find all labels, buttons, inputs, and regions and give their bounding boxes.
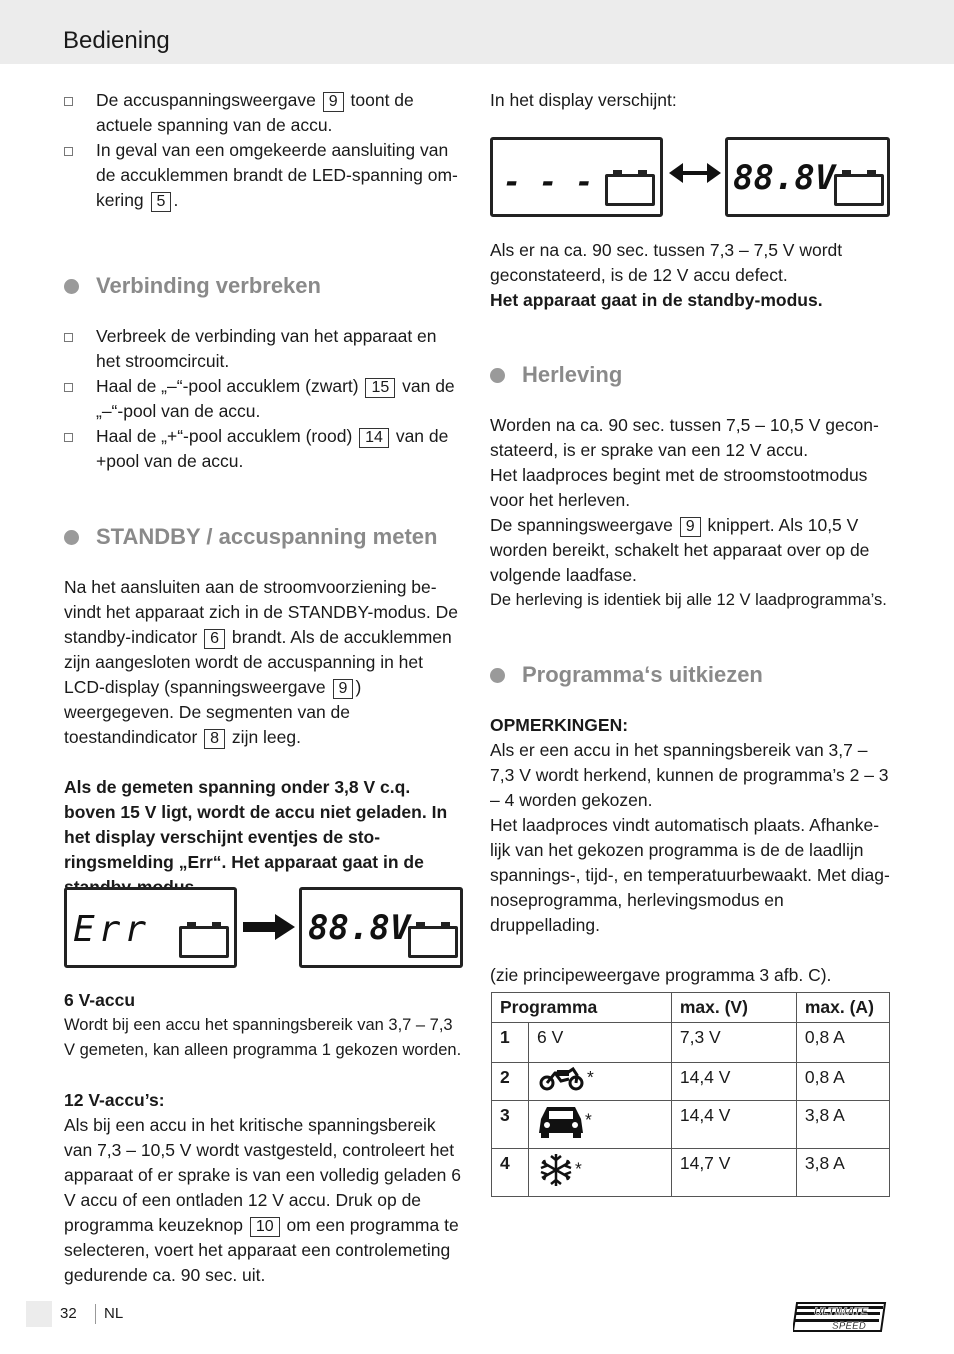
v6-heading: 6 V-accu — [64, 990, 136, 1010]
double-arrow-icon — [667, 160, 723, 186]
table-row — [492, 1023, 890, 1063]
program-icon-cell: * — [529, 1149, 672, 1197]
display-intro: In het display verschijnt: — [490, 90, 677, 110]
lcd-voltage-text: 88.8V — [733, 158, 836, 198]
list-item: Haal de „+“-pool accuklem (rood) 14 van de +pool van de accu. — [64, 424, 464, 474]
page-number: 32 — [60, 1305, 77, 1322]
footer-marker — [26, 1301, 52, 1327]
program-label: 6 V — [529, 1023, 672, 1063]
bullet-dot-icon — [490, 368, 505, 383]
checkbox-bullet-icon — [64, 147, 73, 156]
right-column — [490, 88, 890, 113]
program-icon-cell: * — [529, 1063, 672, 1101]
notes-text-3: (zie principeweergave programma 3 afb. C). — [490, 965, 832, 985]
max-voltage: 14,7 V — [671, 1149, 796, 1197]
section-heading-herleving: Herleving — [490, 361, 890, 389]
battery-icon — [179, 926, 229, 958]
section-heading-standby: STANDBY / accuspanning meten — [64, 523, 464, 551]
reference-number: 15 — [365, 378, 395, 398]
herleving-text-2: Het laadproces begint met de stroomstootmodus voor het herleven. — [490, 465, 868, 510]
snowflake-icon — [537, 1151, 575, 1189]
section-heading-programma: Programma‘s uitkiezen — [490, 661, 890, 689]
svg-text:SPEED: SPEED — [832, 1321, 866, 1332]
defect-bold: Het apparaat gaat in de standby-modus. — [490, 290, 823, 310]
bullet-dot-icon — [490, 668, 505, 683]
lcd-voltage-display — [725, 137, 890, 217]
program-number: 4 — [492, 1149, 529, 1197]
herleving-text-3: De spanningsweergave 9 knippert. Als 10,5 V worden bereikt, schakelt het apparaat over op de volgende laadfase. — [490, 515, 870, 585]
header-bar — [0, 0, 954, 64]
reference-number: 6 — [204, 629, 225, 649]
list-item: Haal de „–“-pool accuklem (zwart) 15 van de „–“-pool van de accu. — [64, 374, 464, 424]
reference-number: 9 — [323, 92, 344, 112]
left-column — [64, 88, 464, 900]
reference-number: 10 — [250, 1217, 280, 1237]
reference-number: 9 — [333, 679, 354, 699]
checkbox-bullet-icon — [64, 333, 73, 342]
program-table — [491, 992, 890, 1197]
svg-text:ULTIMATE: ULTIMATE — [814, 1306, 868, 1318]
notes-heading: OPMERKINGEN: — [490, 715, 629, 735]
max-current: 3,8 A — [796, 1101, 889, 1149]
column-header: Programma — [492, 993, 672, 1023]
bullet-dot-icon — [64, 279, 79, 294]
list-item: De accuspanningsweergave 9 toont de actuele spanning van de accu. — [64, 88, 464, 138]
herleving-text-4: De herleving is identiek bij alle 12 V laadprogramma’s. — [490, 591, 887, 609]
battery-icon — [605, 174, 655, 206]
list-item: Verbreek de verbinding van het apparaat en het stroomcircuit. — [64, 324, 464, 374]
checkbox-bullet-icon — [64, 383, 73, 392]
lcd-error-display — [64, 887, 237, 968]
v12-text: Als bij een accu in het kritische spanningsbereik van 7,3 – 10,5 V wordt vastgesteld, controleert het apparaat of er sprake is van een volledig geladen 6 V accu of een ontladen 12 V accu. Druk op de programma keuzeknop 10 om een programma te selecteren, voert het apparaat een controlemeting gedurende ca. 90 sec. uit. — [64, 1115, 461, 1285]
reference-number: 8 — [204, 729, 225, 749]
max-current: 3,8 A — [796, 1149, 889, 1197]
lcd-voltage-display — [299, 887, 463, 968]
table-header-row — [492, 993, 890, 1023]
warning-paragraph: Als de gemeten spanning onder 3,8 V c.q. boven 15 V ligt, wordt de accu niet geladen. In het display verschijnt eventjes de storingsmelding „Err“. Het apparaat gaat in de — [64, 777, 448, 872]
motorcycle-icon — [537, 1065, 587, 1091]
battery-icon — [834, 174, 884, 206]
notes-text-1: Als er een accu in het spanningsbereik van 3,7 – 7,3 V wordt herkend, kunnen de programma’s 2 – 3 – 4 worden gekozen. — [490, 740, 889, 810]
v12-heading: 12 V-accu’s: — [64, 1090, 165, 1110]
reference-number: 9 — [680, 517, 701, 537]
max-voltage: 14,4 V — [671, 1101, 796, 1149]
bullet-dot-icon — [64, 530, 79, 545]
max-current: 0,8 A — [796, 1023, 889, 1063]
standby-paragraph: Na het aansluiten aan de stroomvoorziening bevindt het apparaat zich in de STANDBY-modus. De standby-indicator 6 brandt. Als de accuklemmen zijn aangesloten wordt de accuspanning in het LCD-display (spanningsweergave 9 ) weergegeven. De segmenten van de toestandindicator 8 zijn leeg. — [64, 577, 458, 747]
page-title: Bediening — [63, 27, 170, 54]
ultimate-speed-logo — [793, 1302, 889, 1332]
max-voltage: 7,3 V — [671, 1023, 796, 1063]
car-icon — [537, 1103, 585, 1139]
disconnect-list — [64, 324, 464, 474]
left-lower-text — [64, 988, 464, 1288]
checkbox-bullet-icon — [64, 97, 73, 106]
checkbox-bullet-icon — [64, 433, 73, 442]
column-header: max. (V) — [671, 993, 796, 1023]
intro-list — [64, 88, 464, 213]
program-number: 3 — [492, 1101, 529, 1149]
notes-text-2: Het laadproces vindt automatisch plaats. Afhankelijk van het gekozen programma is de de laadlijn spannings-, tijd-, en temperatuurbewaakt. Met diagnoseprogramma, herlevingsmodus en druppellading. — [490, 815, 890, 935]
table-row — [492, 1063, 890, 1101]
herleving-text-1: Worden na ca. 90 sec. tussen 7,5 – 10,5 V geconstateerd, is er sprake van een 12 V accu. — [490, 415, 879, 460]
max-current: 0,8 A — [796, 1063, 889, 1101]
arrow-right-icon — [241, 912, 297, 942]
defect-text: Als er na ca. 90 sec. tussen 7,3 – 7,5 V wordt geconstateerd, is de 12 V accu defect. — [490, 240, 843, 285]
lcd-error-text: Err — [73, 909, 151, 950]
page-language: NL — [95, 1304, 123, 1324]
reference-number: 5 — [151, 192, 172, 212]
battery-icon — [408, 926, 458, 958]
table-row — [492, 1101, 890, 1149]
v6-text: Wordt bij een accu het spanningsbereik van 3,7 – 7,3 V gemeten, kan alleen programma 1 gekozen worden. — [64, 1016, 462, 1059]
list-item: In geval van een omgekeerde aansluiting van de accuklemmen brandt de LED-spanning omkering 5 . — [64, 138, 464, 213]
lcd-dash-text: - - - — [503, 165, 594, 200]
lcd-voltage-text: 88.8V — [308, 908, 411, 948]
program-number: 1 — [492, 1023, 529, 1063]
column-header: max. (A) — [796, 993, 889, 1023]
lcd-dash-display — [490, 137, 663, 217]
max-voltage: 14,4 V — [671, 1063, 796, 1101]
program-icon-cell: * — [529, 1101, 672, 1149]
reference-number: 14 — [359, 428, 389, 448]
table-row — [492, 1149, 890, 1197]
right-lower-text — [490, 238, 890, 988]
section-heading-verbinding: Verbinding verbreken — [64, 272, 464, 300]
program-number: 2 — [492, 1063, 529, 1101]
